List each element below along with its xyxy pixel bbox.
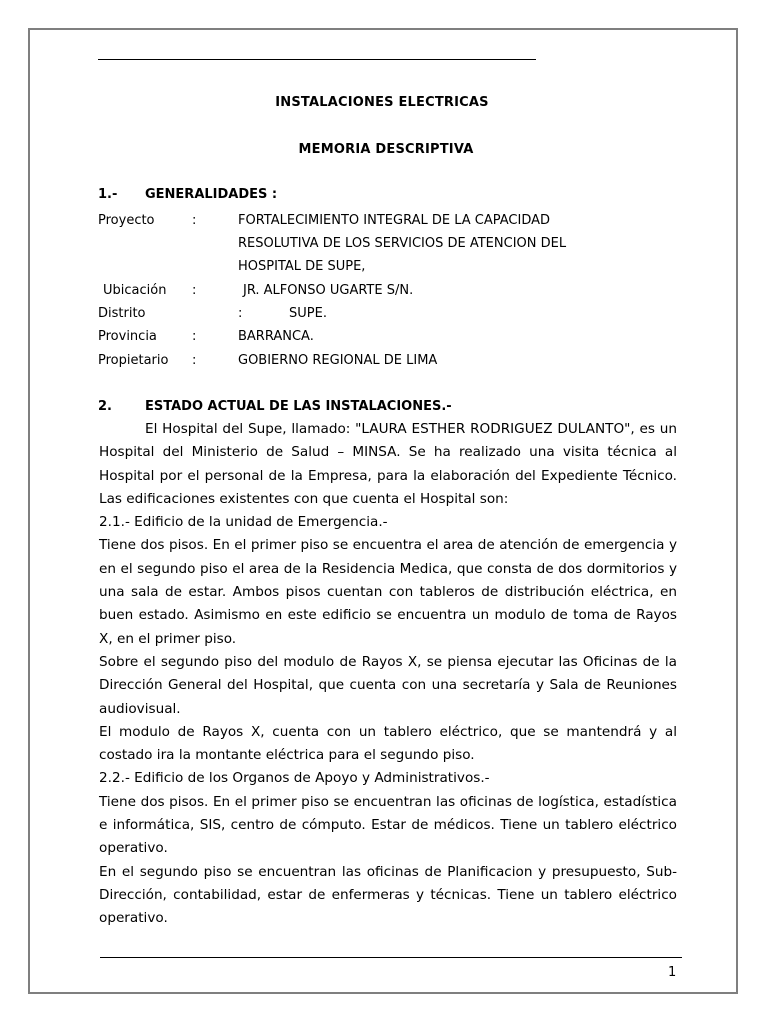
field-colon: : bbox=[238, 306, 243, 321]
section-number: 2. bbox=[98, 399, 112, 414]
paragraph: El Hospital del Supe, llamado: "LAURA ESTHER RODRIGUEZ DULANTO", es un Hospital del Ministerio de Salud – MINSA. Se ha realizado una visita técnica al Hospital por el personal de la Empresa, para la elaboración del Expediente Técnico. Las edificaciones existentes con que cuenta el Hospital son: bbox=[99, 421, 677, 507]
document-title: INSTALACIONES ELECTRICAS bbox=[275, 95, 489, 110]
field-label-propietario: Propietario bbox=[98, 353, 169, 368]
field-colon: : bbox=[192, 213, 197, 228]
field-value-proyecto-line1: FORTALECIMIENTO INTEGRAL DE LA CAPACIDAD bbox=[238, 213, 551, 228]
page-number: 1 bbox=[668, 965, 677, 980]
field-colon: : bbox=[192, 353, 197, 368]
field-colon: : bbox=[192, 283, 197, 298]
section-number: 1.- bbox=[98, 187, 118, 202]
section-heading-generalidades bbox=[98, 187, 277, 202]
paragraph: El modulo de Rayos X, cuenta con un tablero eléctrico, que se mantendrá y al costado ira la montante eléctrica para el segundo piso. bbox=[99, 723, 677, 764]
field-colon: : bbox=[192, 329, 197, 344]
section-title: ESTADO ACTUAL DE LAS INSTALACIONES.- bbox=[145, 399, 452, 414]
field-value-proyecto-line3: HOSPITAL DE SUPE, bbox=[238, 259, 366, 274]
field-label-provincia: Provincia bbox=[98, 329, 157, 344]
field-value-proyecto-line2: RESOLUTIVA DE LOS SERVICIOS DE ATENCION DEL bbox=[238, 236, 567, 251]
field-value-distrito: SUPE. bbox=[289, 306, 327, 321]
paragraph: Sobre el segundo piso del modulo de Rayos X, se piensa ejecutar las Oficinas de la Dirección General del Hospital, que cuenta con una secretaría y Sala de Reuniones audiovisual. bbox=[99, 653, 677, 717]
document-subtitle: MEMORIA DESCRIPTIVA bbox=[298, 142, 474, 157]
field-label-distrito: Distrito bbox=[98, 306, 146, 321]
body-text bbox=[99, 418, 677, 931]
field-value-propietario: GOBIERNO REGIONAL DE LIMA bbox=[238, 353, 438, 368]
field-value-ubicacion: JR. ALFONSO UGARTE S/N. bbox=[243, 283, 414, 298]
paragraph: Tiene dos pisos. En el primer piso se encuentra el area de atención de emergencia y en el segundo piso el area de la Residencia Medica, que consta de dos dormitorios y una sala de estar. Ambos pisos cuentan con tableros de distribución eléctrica, en buen estado. Asimismo en este edificio se encuentra un modulo de toma de Rayos X, en el primer piso. bbox=[99, 537, 677, 647]
subsection-heading: 2.1.- Edificio de la unidad de Emergencia.- bbox=[99, 514, 388, 531]
paragraph: Tiene dos pisos. En el primer piso se encuentran las oficinas de logística, estadística e informática, SIS, centro de cómputo. Estar de médicos. Tiene un tablero eléctrico operativo. bbox=[99, 793, 677, 857]
header-rule bbox=[98, 59, 536, 60]
footer-rule bbox=[100, 957, 682, 958]
section-heading-estado-actual bbox=[98, 399, 452, 414]
section-title: GENERALIDADES : bbox=[145, 187, 278, 202]
field-label-ubicacion: Ubicación bbox=[103, 283, 167, 298]
field-value-provincia: BARRANCA. bbox=[238, 329, 314, 344]
subsection-heading: 2.2.- Edificio de los Organos de Apoyo y Administrativos.- bbox=[99, 770, 490, 787]
field-label-proyecto: Proyecto bbox=[98, 213, 155, 228]
paragraph: En el segundo piso se encuentran las oficinas de Planificacion y presupuesto, Sub-Dirección, contabilidad, estar de enfermeras y técnicas. Tiene un tablero eléctrico operativo. bbox=[99, 863, 677, 927]
